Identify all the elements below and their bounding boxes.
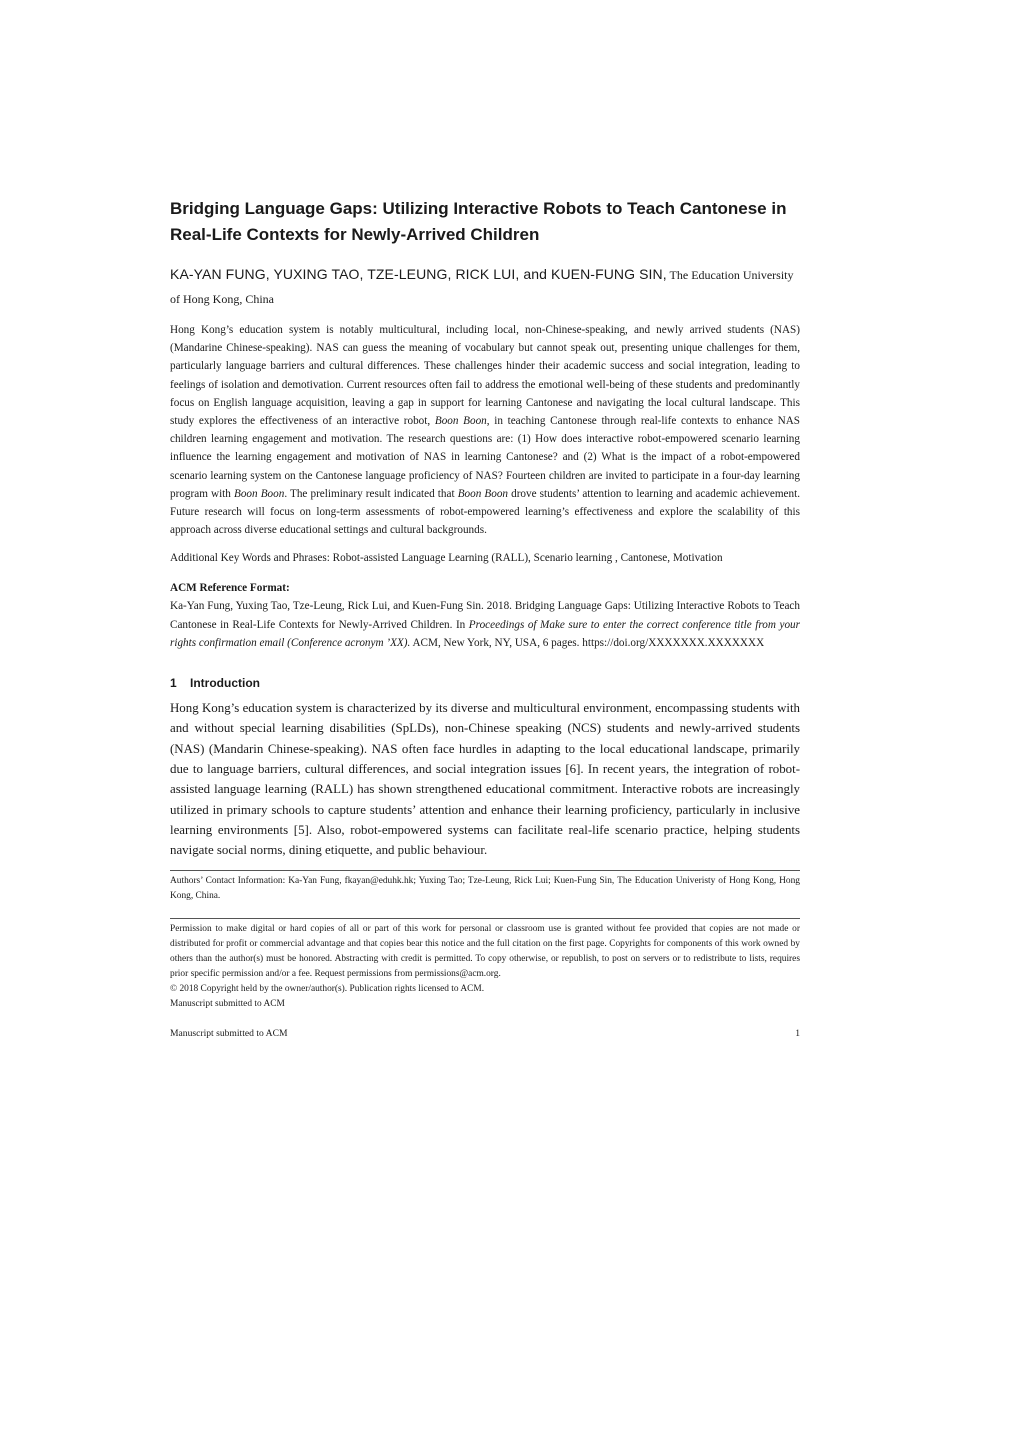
author-affiliation: The Education University of Hong Kong, China [170, 268, 794, 306]
author-list: KA-YAN FUNG, YUXING TAO, TZE-LEUNG, RICK LUI, and KUEN-FUNG SIN, [170, 266, 667, 282]
footer-manuscript-label: Manuscript submitted to ACM [170, 1028, 288, 1039]
acm-reference-heading: ACM Reference Format: [170, 582, 290, 595]
author-block [170, 262, 800, 311]
abstract-text-2: , in teaching Cantonese through real-life contexts to enhance NAS children learning engagement and motivation. The research questions are: (1) How does interactive robot-empowered scenario learning influence the learning engagement and motivation of NAS in learning Cantonese? and (2) What is the impact of a robot-empowered scenario learning system on the Cantonese language proficiency of NAS? Fourteen children are invited to participate in a four-day learning program with [170, 415, 800, 500]
robot-name: Boon Boon [457, 487, 509, 500]
paper-title: Bridging Language Gaps: Utilizing Interactive Robots to Teach Cantonese in Real-Life Contexts for Newly-Arrived Children [170, 199, 787, 244]
keywords: Additional Key Words and Phrases: Robot-assisted Language Learning (RALL), Scenario learning , Cantonese, Motivation [170, 552, 723, 565]
permission-notice: Permission to make digital or hard copies of all or part of this work for personal or classroom use is granted without fee provided that copies are not made or distributed for profit or commercial advantage and that copies bear this notice and the full citation on the first page. Copyrights for components of this work owned by others than the author(s) must be honored. Abstracting with credit is permitted. To copy otherwise, or republish, to post on servers or to redistribute to lists, requires prior specific permission and/or a fee. Request permissions from permissions@acm.org. [170, 924, 800, 980]
paper-page [170, 196, 800, 1012]
robot-name: Boon Boon [434, 415, 487, 428]
robot-name: Boon Boon [233, 487, 285, 500]
acm-reference-venue: Proceedings of Make sure to enter the correct conference title from your rights confirmation email (Conference acronym ’XX). [170, 618, 800, 649]
introduction-paragraph: Hong Kong’s education system is characterized by its diverse and multicultural environment, encompassing students with and without special learning disabilities (SpLDs), non-Chinese speaking (NCS) students and newly-arrived students (NAS) (Mandarin Chinese-speaking). NAS often face hurdles in adapting to the local educational landscape, primarily due to language barriers, cultural differences, and social integration issues [6]. In recent years, the integration of robot-assisted language learning (RALL) has shown strengthened educational commitment. Interactive robots are increasingly utilized in primary schools to capture students’ attention and enhance their learning proficiency, particularly in inclusive learning environments [5]. Also, robot-empowered systems can facilitate real-life scenario practice, helping students navigate social norms, dining etiquette, and public behaviour. [170, 701, 800, 858]
section-number: 1 [170, 676, 177, 691]
page-footer [170, 1028, 800, 1039]
page-number: 1 [795, 1028, 800, 1039]
copyright-notice: © 2018 Copyright held by the owner/author(s). Publication rights licensed to ACM. [170, 984, 485, 995]
section-heading-introduction [170, 674, 800, 692]
abstract-text-1: Hong Kong’s education system is notably multicultural, including local, non-Chinese-speaking, and newly arrived students (NAS) (Mandarine Chinese-speaking). NAS can guess the meaning of vocabulary but cannot speak out, presenting unique challenges for them, particularly language barriers and cultural differences. These challenges hinder their academic success and social integration, leading to feelings of isolation and demotivation. Current resources often fail to address the emotional well-being of these students and predominantly focus on English language acquisition, leaving a gap in support for learning Cantonese and navigating the local cultural landscape. This study explores the effectiveness of an interactive robot, [170, 324, 800, 428]
author-contact-footnote: Authors’ Contact Information: Ka-Yan Fung, fkayan@eduhk.hk; Yuxing Tao; Tze-Leung, Rick Lui; Kuen-Fung Sin, The Education Univeristy of Hong Kong, Hong Kong, China. [170, 876, 800, 902]
section-title: Introduction [190, 676, 260, 691]
acm-reference-text [170, 597, 800, 652]
abstract [170, 321, 800, 539]
acm-reference-part-1: Ka-Yan Fung, Yuxing Tao, Tze-Leung, Rick Lui, and Kuen-Fung Sin. 2018. Bridging Language Gaps: Utilizing Interactive Robots to Teach Cantonese in Real-Life Contexts for Newly-Arrived Children. In [170, 600, 800, 631]
manuscript-notice: Manuscript submitted to ACM [170, 999, 285, 1010]
abstract-text-3: . The preliminary result indicated that [284, 487, 458, 500]
acm-reference-part-2: ACM, New York, NY, USA, 6 pages. https://doi.org/XXXXXXX.XXXXXXX [410, 636, 765, 649]
abstract-text-4: drove students’ attention to learning and academic achievement. Future research will focus on long-term assessments of robot-empowered learning’s effectiveness and explore the scalability of this approach across diverse educational settings and cultural backgrounds. [170, 487, 801, 537]
